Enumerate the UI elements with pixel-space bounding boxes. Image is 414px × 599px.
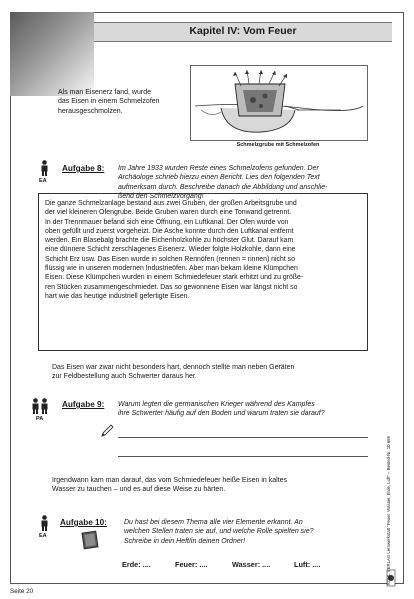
element-fire: Feuer: .... — [175, 560, 208, 569]
furnace-drawing — [191, 66, 365, 138]
reading-line: Die ganze Schmelzanlage bestand aus zwei Gruben, der großen Arbeitsgrube und — [45, 200, 297, 207]
pair-persons-icon — [31, 398, 49, 414]
single-person-icon — [40, 160, 49, 176]
task-9-text — [118, 400, 380, 419]
figure-caption: Schmelzgrube mit Schmelzofen — [236, 142, 320, 148]
task-line: welchen Stellen traten sie auf, und welche Rolle spielten sie? — [124, 528, 314, 536]
single-person-icon — [40, 515, 49, 531]
text-line: Wasser zu tauchen – und es auf diese Weise zu härten. — [52, 486, 226, 494]
page-number: Seite 20 — [10, 588, 34, 595]
work-mode-code: EA — [39, 533, 47, 539]
reading-line: oben gefüllt und zuerst vorgeheizt. Die Asche konnte durch den Luftkanal entfernt — [45, 227, 294, 235]
task-line: ßend den Schmelzvorgang! — [118, 192, 204, 200]
element-water: Wasser: .... — [232, 560, 271, 569]
furnace-illustration — [190, 65, 368, 141]
work-mode-code: EA — [39, 178, 47, 184]
task-10-text — [124, 518, 374, 546]
task-9-label: Aufgabe 9: — [62, 400, 105, 409]
task-line: aufmerksam durch. Beschreibe danach die Abbildung und anschlie- — [118, 183, 328, 191]
element-air: Luft: .... — [294, 560, 321, 569]
intro-line: das Eisen in einem Schmelzofen — [58, 98, 160, 106]
reading-line: Schicht Erz usw. Das Eisen wurde in solchen Rennöfen (rennen = rinnen) nicht so — [45, 255, 295, 263]
reading-line: hart wie das heutige industriell gefertigte Eisen. — [45, 292, 190, 300]
publisher-info — [386, 421, 391, 585]
text-line: Das Eisen war zwar nicht besonders hart, dennoch stellte man neben Geräten — [52, 364, 295, 371]
intro-line: herausgeschmolzen. — [58, 107, 123, 115]
element-earth: Erde: .... — [122, 560, 151, 569]
task-10-label: Aufgabe 10: — [60, 518, 107, 527]
reading-line: flüssig wie in unseren modernen Industrieöfen. Aber man bekam kleine Klümpchen — [45, 265, 298, 273]
task-line: Du hast bei diesem Thema alle vier Elemente erkannt. An — [124, 519, 303, 526]
reading-line: Eisen. Diese Klümpchen wurden in einem Schmiedefeuer stark erhitzt und zu größe- — [45, 274, 304, 282]
task-line: Schreibe in dein Heft/in deinen Ordner! — [124, 537, 246, 545]
publisher-name: KOHL VERLAG — [386, 554, 391, 585]
intro-text — [58, 88, 160, 116]
pencil-icon — [100, 424, 114, 438]
task-line: Archäologe schrieb hierzu einen Bericht. Lies den folgenden Text — [118, 174, 320, 182]
reading-line: In der Trennmauer befand sich eine Öffnung, ein Luftkanal. Der Ofen wurde von — [45, 218, 289, 226]
intro-line: Als man Eisenerz fand, wurde — [58, 89, 151, 96]
reading-line: werden. Ein Blasebalg brachte die Eichenholzkohle zu höchster Glut. Darauf kam — [45, 237, 294, 245]
corner-decoration — [10, 12, 94, 96]
reading-line: der viel kleineren Ofengrube. Beide Gruben waren durch eine Tonwand getrennt. — [45, 209, 292, 217]
answer-line[interactable] — [118, 437, 368, 438]
reading-text — [45, 199, 363, 301]
answer-line[interactable] — [118, 456, 368, 457]
task-line: Im Jahre 1933 wurden Reste eines Schmelzofens gefunden. Der — [118, 165, 319, 172]
task-line: Warum legten die germanischen Krieger während des Kampfes — [118, 401, 315, 408]
work-mode-code: PA — [36, 416, 44, 422]
hardening-text — [52, 476, 287, 495]
task-8-label: Aufgabe 8: — [62, 164, 105, 173]
text-line: Irgendwann kam man darauf, das vom Schmiedefeuer heiße Eisen in kaltes — [52, 477, 288, 484]
transition-text — [52, 363, 294, 382]
text-line: zur Feldbestellung auch Schwerter daraus her. — [52, 373, 197, 381]
publisher-order: Lernwerkstatt "Feuer, Wasser, Erde, Luft" – Bestell-Nr. 10 669 — [386, 436, 391, 554]
chapter-title: Kapitel IV: Vom Feuer — [189, 25, 297, 37]
reading-line: eine dünnere Schicht zerschlagenes Eisenerz. Wieder folgte Holzkohle, dann eine — [45, 246, 296, 254]
notebook-icon — [80, 530, 100, 550]
task-line: ihre Schwerter häufig auf den Boden und warum traten sie darauf? — [118, 410, 325, 418]
reading-line: ren Stücken zusammengeschmiedet. Das so gewonnene Eisen war längst nicht so — [45, 283, 298, 291]
